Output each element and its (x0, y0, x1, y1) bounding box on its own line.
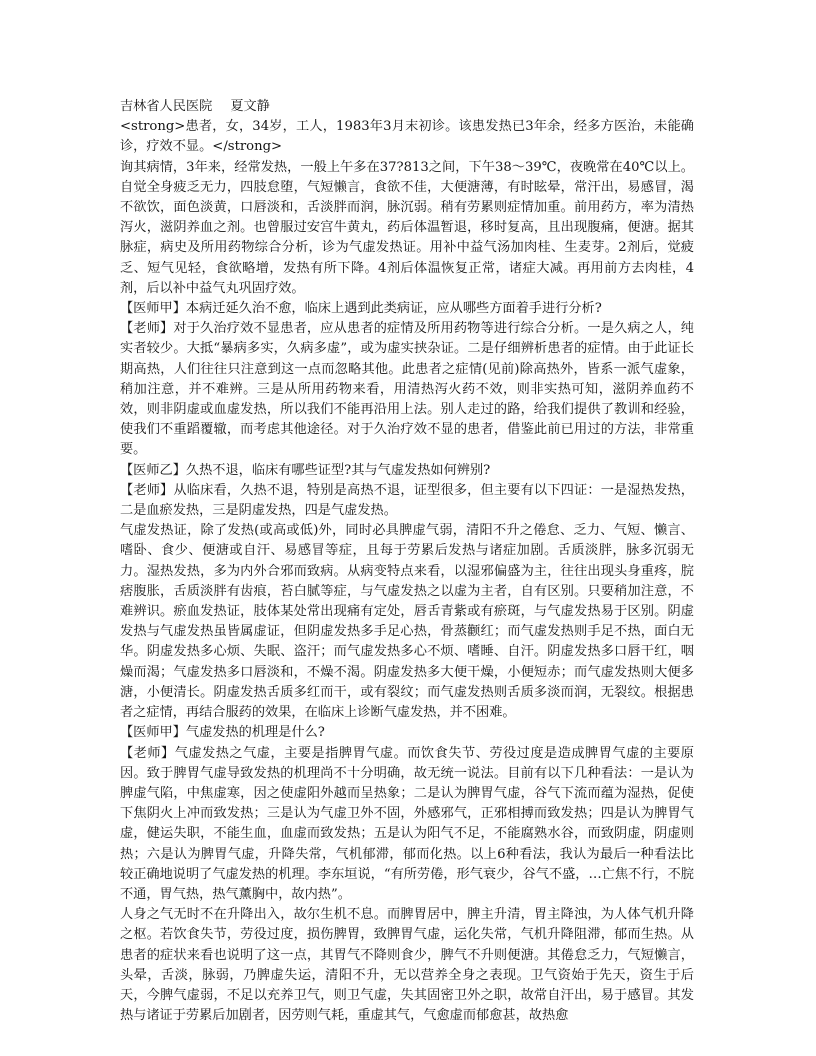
case-summary-paragraph: <strong>患者，女，34岁，工人，1983年3月末初诊。该患发热已3年余，经多方医治，未能确诊，疗效不显。</strong> (120, 119, 694, 155)
answer-paragraph: 【老师】从临床看，久热不退，特别是高热不退，证型很多，但主要有以下四证：一是湿热发热，二是血瘀发热，三是阴虚发热，四是气虚发热。 (120, 482, 694, 519)
author-name: 夏文静 (230, 99, 270, 114)
body-paragraph: 人身之气无时不在升降出入，故尔生机不息。而脾胃居中，脾主升清，胃主降浊，为人体气机升降之枢。若饮食失节，劳役过度，损伤脾胃，致脾胃气虚，运化失常，气机升降阻滞，郁而生热。从患者的症状来看也说明了这一点，其胃气不降则食少，脾气不升则便溏。其倦怠乏力，气短懒言，头晕，舌淡，脉弱，乃脾虚失运，清阳不升，无以营养全身之表现。卫气资始于先天，资生于后天，今脾气虚弱，不足以充养卫气，则卫气虚，失其固密卫外之职，故常自汗出，易于感冒。其发热与诸证于劳累后加剧者，因劳则气耗，重虚其气，气愈虚而郁愈甚，故热愈 (120, 907, 694, 1024)
answer-paragraph: 【老师】气虚发热之气虚，主要是指脾胃气虚。而饮食失节、劳役过度是造成脾胃气虚的主要原因。致于脾胃气虚导致发热的机理尚不十分明确，故无统一说法。目前有以下几种看法：一是认为脾虚气陷，中焦虚寒，因之使虚阳外越而呈热象；二是认为脾胃气虚，谷气下流而蕴为湿热，促使下焦阴火上冲而致发热；三是认为气虚卫外不固，外感邪气，正邪相搏而致发热；四是认为脾胃气虚，健运失职，不能生血，血虚而致发热；五是认为阳气不足，不能腐熟水谷，而致阴虚，阴虚则热；六是认为脾胃气虚，升降失常，气机郁滞，郁而化热。以上6种看法，我认为最后一种看法比较正确地说明了气虚发热的机理。李东垣说，“有所劳倦，形气衰少，谷气不盛，…亡焦不行，不脘不通，胃气热，热气薰胸中，故内热”。 (120, 745, 694, 902)
byline (120, 97, 694, 117)
answer-paragraph: 【老师】对于久治疗效不显患者，应从患者的症情及所用药物等进行综合分析。一是久病之人，纯实者较少。大抵“暴病多实，久病多虚”，或为虚实挟杂证。二是仔细辨析患者的症情。由于此证长期高热，人们往往只注意到这一点而忽略其他。此患者之症情(见前)除高热外，皆系一派气虚象，稍加注意，并不难辨。三是从所用药物来看，用清热泻火药不效，则非实热可知，滋阴养血药不效，则非阴虚或血虚发热，所以我们不能再沿用上法。别人走过的路，给我们提供了教训和经验，使我们不重蹈覆辙，而考虑其他途径。对于久治疗效不显的患者，借鉴此前已用过的方法，非常重要。 (120, 321, 694, 458)
question-paragraph: 【医师乙】久热不退，临床有哪些证型?其与气虚发热如何辨别? (120, 462, 491, 478)
question-paragraph: 【医师甲】本病迁延久治不愈，临床上遇到此类病证，应从哪些方面着手进行分析? (120, 301, 602, 317)
question-paragraph: 【医师甲】气虚发热的机理是什么? (120, 725, 325, 741)
article-body (120, 97, 694, 1026)
hospital-name: 吉林省人民医院 (120, 99, 213, 114)
case-history-paragraph: 询其病情，3年来，经常发热，一般上午多在37?813之间，下午38～39℃，夜晚常在40℃以上。自觉全身疲乏无力，四肢怠堕，气短懒言，食欲不佳，大便溏薄，有时眩晕，常汗出，易感冒，渴不欲饮，面色淡黄，口唇淡和，舌淡胖而润，脉沉弱。稍有劳累则症情加重。前用药方，率为清热泻火，滋阴养血之剂。也曾服过安宫牛黄丸，药后体温暂退，移时复高，且出现腹痛，便溏。据其脉症，病史及所用药物综合分析，诊为气虚发热证。用补中益气汤加肉桂、生麦芽。2剂后，觉疲乏、短气见轻，食欲略增，发热有所下降。4剂后体温恢复正常，诸症大减。再用前方去肉桂，4剂，后以补中益气丸巩固疗效。 (120, 159, 694, 296)
body-paragraph: 气虚发热证，除了发热(或高或低)外，同时必具脾虚气弱，清阳不升之倦怠、乏力、气短、懒言、嗜卧、食少、便溏或自汗、易感冒等症，且每于劳累后发热与诸症加剧。舌质淡胖，脉多沉弱无力。湿热发热，多为内外合邪而致病。从病变特点来看，以湿邪偏盛为主，往往出现头身重疼，脘痞腹胀，舌质淡胖有齿痕，苔白腻等症，与气虚发热之以虚为主者，自有区别。只要稍加注意，不难辨识。瘀血发热证，肢体某处常出现痛有定处，唇舌青紫或有瘀斑，与气虚发热易于区别。阴虚发热与气虚发热虽皆属虚证，但阴虚发热多手足心热，骨蒸颧红；而气虚发热则手足不热，面白无华。阴虚发热多心烦、失眠、盗汗；而气虚发热多心不烦、嗜睡、自汗。阴虚发热多口唇干红，咽燥而渴；气虚发热多口唇淡和，不燥不渴。阴虚发热多大便干燥，小便短赤；而气虚发热则大便多溏，小便清长。阴虚发热舌质多红而干，或有裂纹；而气虚发热则舌质多淡而润，无裂纹。根据患者之症情，再结合服药的效果，在临床上诊断气虚发热，并不困难。 (120, 523, 694, 721)
